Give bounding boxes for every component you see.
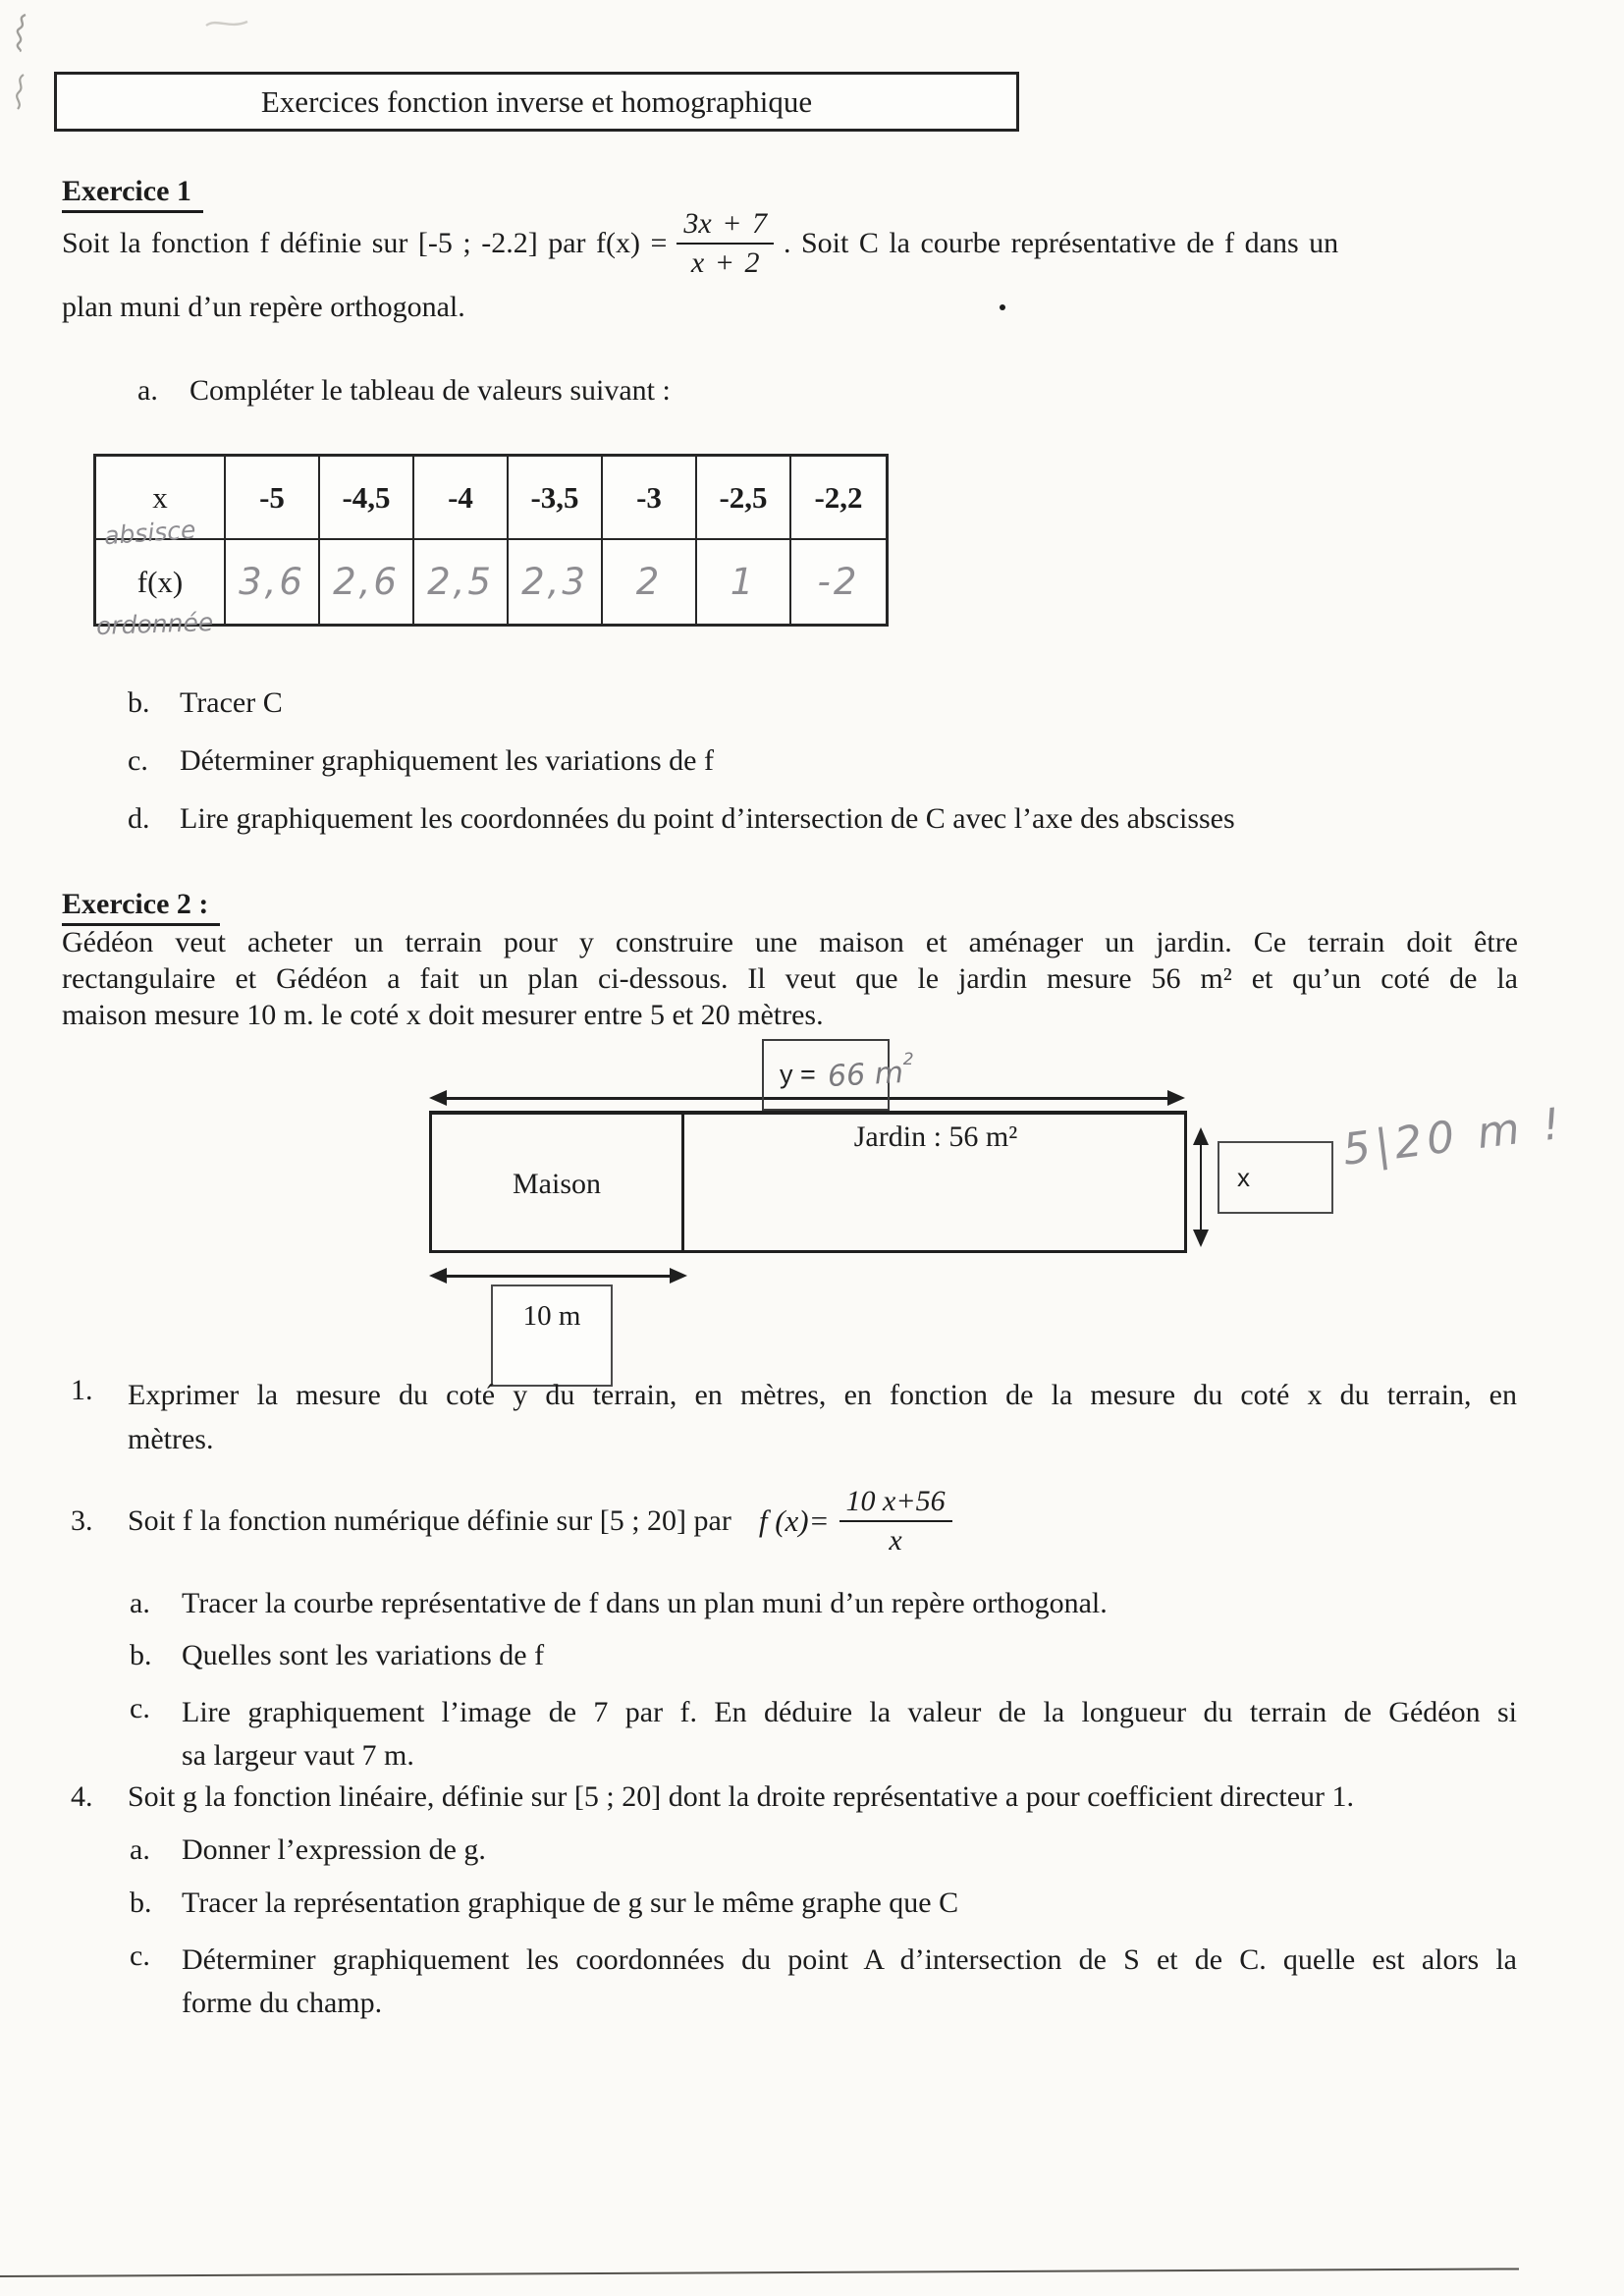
arrowhead-left-icon	[429, 1268, 447, 1284]
intro-text-before-formula: Soit la fonction f définie sur [-5 ; -2.2] par f(x) =	[62, 227, 668, 259]
maison-width-label-box	[491, 1285, 613, 1387]
table-cell-fx-handwritten: 1	[697, 540, 791, 624]
handwritten-annotation-abscisse: absisce	[103, 515, 197, 551]
exercise1-item-d	[128, 801, 1235, 837]
intro-text-after-formula: . Soit C la courbe représentative de f dans un	[783, 227, 1339, 259]
list-text: Lire graphiquement les coordonnées du point d’intersection de C avec l’axe des abscisses	[180, 802, 1235, 835]
pencil-mark-icon	[10, 73, 31, 117]
exercise2-paragraph	[62, 924, 1518, 1033]
handwritten-superscript: 2	[902, 1049, 914, 1069]
maison-label: Maison	[513, 1168, 601, 1200]
list-letter: b.	[130, 1639, 152, 1671]
list-text: Compléter le tableau de valeurs suivant :	[189, 374, 671, 407]
y-dimension-label-box	[762, 1039, 914, 1111]
exercise1-item-a	[137, 373, 671, 409]
question-text: Soit f la fonction numérique définie sur [5 ; 20] par	[128, 1504, 731, 1537]
exercise2-heading: Exercice 2 :	[62, 887, 220, 922]
formula-lhs: f (x)=	[758, 1503, 830, 1539]
page-title-box	[54, 72, 1019, 132]
list-letter: b.	[130, 1886, 152, 1919]
question-number: 1.	[71, 1374, 93, 1406]
list-letter: a.	[130, 1833, 150, 1866]
question-1	[71, 1373, 1517, 1461]
table-cell-x: -3,5	[509, 457, 603, 540]
exercise1-item-b	[128, 685, 283, 721]
question-4a	[130, 1832, 486, 1868]
arrowhead-right-icon	[1167, 1090, 1185, 1106]
x-dimension-label-box	[1218, 1141, 1333, 1214]
table-cell-fx-handwritten: -2	[817, 561, 860, 603]
question-4	[71, 1779, 1354, 1815]
exercise1-item-c	[128, 743, 714, 779]
maison-width-arrow	[429, 1268, 687, 1284]
y-label: y =	[780, 1060, 816, 1089]
table-cell-x: -2,2	[791, 457, 886, 540]
question-3a	[130, 1586, 1108, 1621]
list-letter: a.	[137, 374, 158, 407]
table-cell-x: -4,5	[320, 457, 414, 540]
fraction-numerator: 10 x+56	[839, 1485, 952, 1522]
fraction-numerator: 3x + 7	[677, 207, 774, 245]
arrowhead-down-icon	[1193, 1230, 1209, 1247]
question-number: 4.	[71, 1780, 93, 1813]
question-number: 3.	[71, 1504, 93, 1537]
list-text: Donner l’expression de g.	[182, 1833, 486, 1866]
list-letter: a.	[130, 1587, 150, 1619]
arrowhead-up-icon	[1193, 1127, 1209, 1145]
fraction-denominator: x + 2	[690, 246, 760, 279]
question-text: Exprimer la mesure du coté y du terrain, en mètres, en fonction de la mesure du coté x du terrain, en mètres.	[128, 1379, 1517, 1455]
table-header-fx: f(x) ordonnée	[96, 540, 226, 624]
terrain-rectangle	[429, 1111, 1187, 1253]
question-4b	[130, 1886, 958, 1921]
question-3	[71, 1479, 962, 1563]
list-text: Déterminer graphiquement les coordonnées du point A d’intersection de S et de C. quelle est alors la forme du champ.	[182, 1943, 1517, 2019]
list-text: Tracer la représentation graphique de g sur le même graphe que C	[182, 1886, 959, 1919]
formula-fraction-2	[839, 1485, 952, 1557]
question-3c	[130, 1691, 1517, 1777]
arrow-line	[443, 1275, 674, 1278]
arrowhead-left-icon	[429, 1090, 447, 1106]
exercise1-intro-line1	[62, 193, 1338, 294]
handwritten-side-note: 5|20 m !	[1339, 1098, 1568, 1175]
table-cell-x: -2,5	[697, 457, 791, 540]
x-dimension-arrow	[1193, 1127, 1209, 1247]
page-title: Exercices fonction inverse et homographique	[260, 83, 813, 119]
handwritten-y-value: 66 m	[826, 1056, 904, 1094]
paragraph-line: rectangulaire et Gédéon a fait un plan ci-dessous. Il veut que le jardin mesure 56 m² et qu’un coté de la	[62, 962, 1518, 995]
list-letter: c.	[130, 1692, 150, 1724]
arrow-line	[1200, 1141, 1202, 1233]
table-cell-fx-handwritten: 3,6	[226, 540, 320, 624]
question-3b	[130, 1638, 544, 1673]
list-letter: d.	[128, 802, 150, 835]
table-cell-fx-handwritten: 2,5	[414, 540, 509, 624]
list-text: Quelles sont les variations de f	[182, 1639, 545, 1671]
table-cell-x: -4	[414, 457, 509, 540]
paragraph-line: maison mesure 10 m. le coté x doit mesurer entre 5 et 20 mètres.	[62, 999, 824, 1031]
list-letter: b.	[128, 686, 150, 719]
pencil-mark-icon	[204, 16, 249, 38]
stray-dot	[1000, 304, 1005, 310]
list-text: Déterminer graphiquement les variations de f	[180, 744, 714, 777]
pencil-mark-icon	[10, 12, 35, 58]
jardin-label: Jardin : 56 m²	[853, 1121, 1018, 1153]
width-label: 10 m	[522, 1300, 581, 1332]
table-cell-x: -5	[226, 457, 320, 540]
paragraph-line: Gédéon veut acheter un terrain pour y construire une maison et aménager un jardin. Ce terrain doit être	[62, 926, 1518, 958]
x-label: x	[1237, 1162, 1250, 1192]
list-text: Lire graphiquement l’image de 7 par f. En déduire la valeur de la longueur du terrain de Gédéon si sa largeur vaut 7 m.	[182, 1696, 1517, 1772]
formula-2	[759, 1485, 962, 1557]
formula-fraction-1	[677, 207, 774, 279]
table-header-x: x absisce	[96, 457, 226, 540]
values-table	[93, 454, 889, 641]
question-4c	[130, 1939, 1517, 2025]
question-text: Soit g la fonction linéaire, définie sur [5 ; 20] dont la droite représentative a pour coefficient directeur 1.	[128, 1780, 1354, 1813]
table-cell-fx-handwritten: 2,6	[320, 540, 414, 624]
fraction-denominator: x	[889, 1524, 902, 1557]
handwritten-annotation-ordonnee: ordonnée	[95, 607, 214, 641]
exercise1-intro-line2: plan muni d’un repère orthogonal.	[62, 291, 465, 323]
exercise1-heading: Exercice 1	[62, 175, 203, 208]
list-text: Tracer C	[180, 686, 283, 719]
list-letter: c.	[130, 1940, 150, 1972]
list-text: Tracer la courbe représentative de f dans un plan muni d’un repère orthogonal.	[182, 1587, 1108, 1619]
table-cell-fx-handwritten: 2	[603, 540, 697, 624]
scan-edge-line	[0, 2268, 1519, 2277]
list-letter: c.	[128, 744, 148, 777]
table-cell-fx-handwritten: 2,3	[509, 540, 603, 624]
arrowhead-right-icon	[670, 1268, 687, 1284]
table-cell-x: -3	[603, 457, 697, 540]
